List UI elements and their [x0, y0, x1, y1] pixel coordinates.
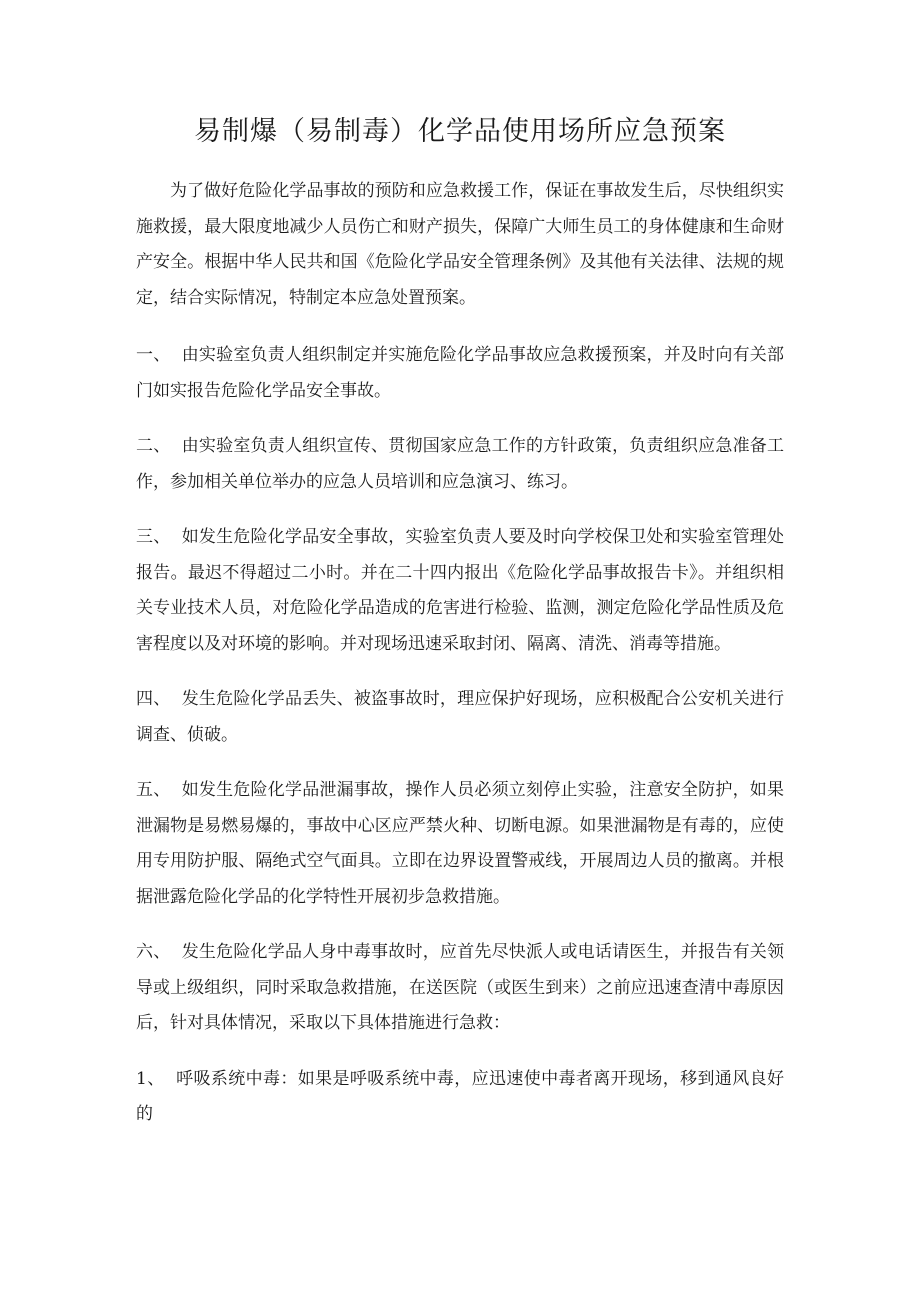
- section-text: 由实验室负责人组织制定并实施危险化学品事故应急救援预案，并及时向有关部门如实报告危险化学品安全事故。: [136, 345, 785, 401]
- intro-paragraph: 为了做好危险化学品事故的预防和应急救援工作，保证在事故发生后，尽快组织实施救援，最大限度地减少人员伤亡和财产损失，保障广大师生员工的身体健康和生命财产安全。根据中华人民共和国《危险化学品安全管理条例》及其他有关法律、法规的规定，结合实际情况，特制定本应急处置预案。: [136, 181, 784, 308]
- section-text: 如发生危险化学品安全事故，实验室负责人要及时向学校保卫处和实验室管理处报告。最迟不得超过二小时。并在二十四内报出《危险化学品事故报告卡》。并组织相关专业技术人员，对危险化学品造成的危害进行检验、监测，测定危险化学品性质及危害程度以及对环境的影响。并对现场迅速采取封闭、隔离、清洗、消毒等措施。: [136, 527, 785, 654]
- section-item-1: [136, 338, 784, 409]
- subsection-item-1: [136, 1062, 784, 1133]
- document-title: 易制爆（易制毒）化学品使用场所应急预案: [194, 116, 726, 147]
- section-number: 二、: [136, 436, 171, 456]
- section-item-3: [136, 520, 784, 662]
- section-number: 六、: [136, 942, 171, 962]
- section-number: 三、: [136, 527, 171, 547]
- section-text: 由实验室负责人组织宣传、贯彻国家应急工作的方针政策，负责组织应急准备工作，参加相关单位举办的应急人员培训和应急演习、练习。: [136, 436, 785, 492]
- subsection-text: 呼吸系统中毒：如果是呼吸系统中毒，应迅速使中毒者离开现场，移到通风良好的: [136, 1068, 785, 1124]
- section-item-2: [136, 429, 784, 500]
- section-number: 五、: [136, 780, 171, 800]
- section-text: 发生危险化学品人身中毒事故时，应首先尽快派人或电话请医生，并报告有关领导或上级组织，同时采取急救措施，在送医院（或医生到来）之前应迅速查清中毒原因后，针对具体情况，采取以下具体措施进行急救：: [136, 942, 785, 1033]
- section-text: 发生危险化学品丢失、被盗事故时，理应保护好现场，应积极配合公安机关进行调查、侦破。: [136, 689, 785, 745]
- section-text: 如发生危险化学品泄漏事故，操作人员必须立刻停止实验，注意安全防护，如果泄漏物是易燃易爆的，事故中心区应严禁火种、切断电源。如果泄漏物是有毒的，应使用专用防护服、隔绝式空气面具。立即在边界设置警戒线，开展周边人员的撤离。并根据泄露危险化学品的化学特性开展初步急救措施。: [136, 780, 785, 907]
- section-number: 四、: [136, 689, 171, 709]
- section-number: 一、: [136, 345, 171, 365]
- section-item-5: [136, 773, 784, 915]
- subsection-number: 1、: [136, 1068, 165, 1089]
- section-item-6: [136, 935, 784, 1042]
- section-item-4: [136, 682, 784, 753]
